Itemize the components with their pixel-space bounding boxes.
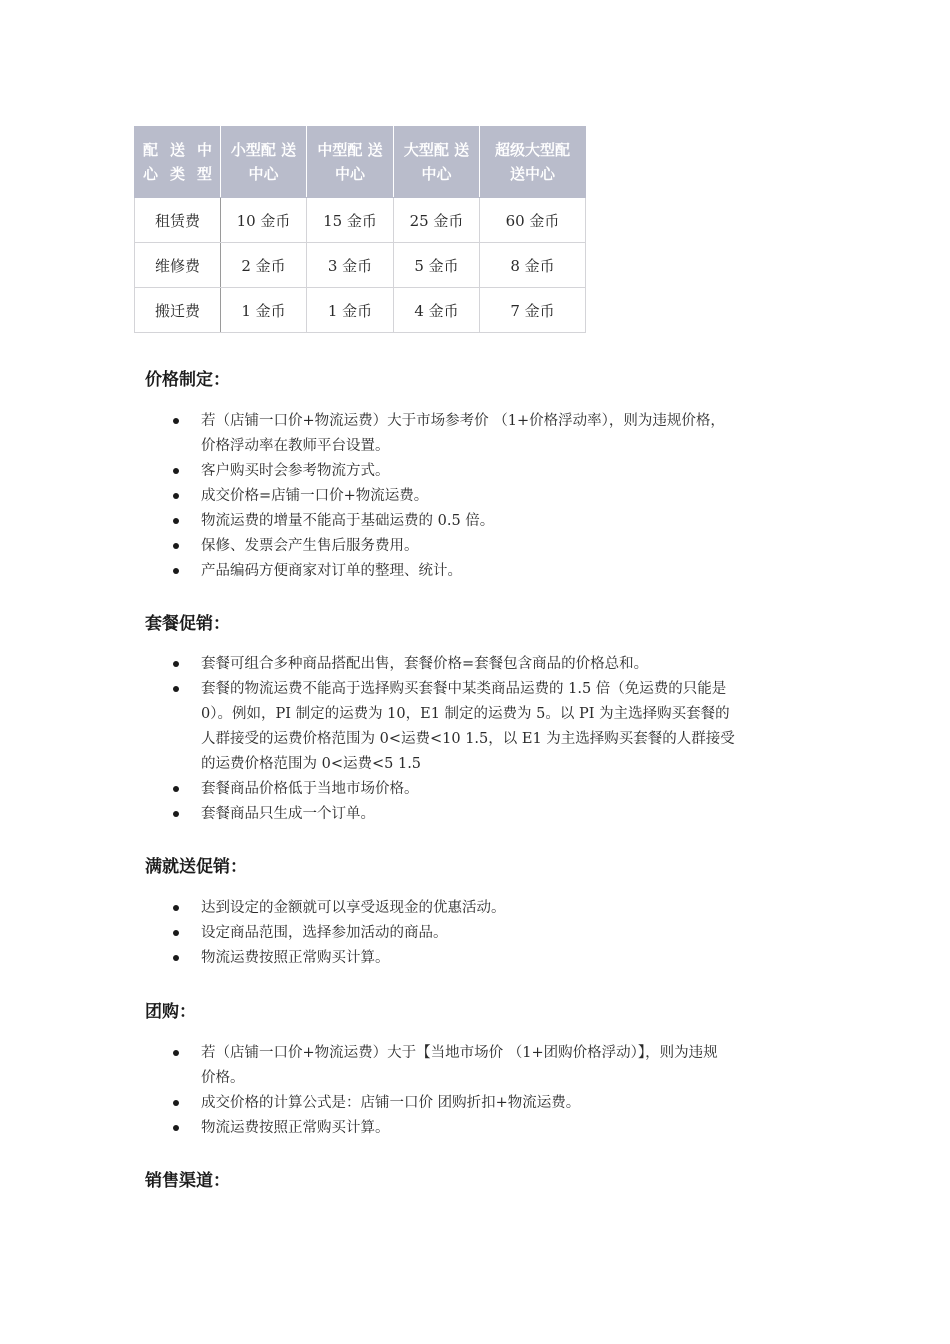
list-item: 若（店铺一口价+物流运费）大于【当地市场价 （1+团购价格浮动）】，则为违规 价格。 — [0, 1041, 811, 1091]
list-item: 设定商品范围，选择参加活动的商品。 — [0, 921, 811, 946]
table-cell: 5 金币 — [394, 243, 480, 288]
list-item: 套餐商品价格低于当地市场价格。 — [0, 777, 811, 802]
header-super-large-center: 超级大型配 送中心 — [480, 127, 586, 198]
list-item: 成交价格的计算公式是：店铺一口价 团购折扣+物流运费。 — [0, 1091, 811, 1116]
table-cell: 8 金币 — [480, 243, 586, 288]
pricing-list — [0, 409, 950, 584]
section-title-bundle-promotion: 套餐促销： — [145, 614, 230, 634]
list-item: 客户购买时会参考物流方式。 — [0, 459, 811, 484]
table-header-row — [135, 127, 586, 198]
table-cell: 60 金币 — [480, 198, 586, 243]
header-center-type: 配 送 中 心类型 — [135, 127, 221, 198]
table-cell: 3 金币 — [307, 243, 394, 288]
section-title-spend-reward-promotion: 满就送促销： — [145, 857, 247, 877]
table-cell: 10 金币 — [221, 198, 307, 243]
list-item: 套餐商品只生成一个订单。 — [0, 802, 811, 827]
list-item: 保修、发票会产生售后服务费用。 — [0, 534, 811, 559]
section-title-pricing: 价格制定： — [145, 370, 230, 390]
bundle-promotion-list — [0, 652, 950, 827]
table-cell: 2 金币 — [221, 243, 307, 288]
list-item: 物流运费的增量不能高于基础运费的 0.5 倍。 — [0, 509, 811, 534]
row-label-relocation: 搬迁费 — [135, 288, 221, 333]
list-item: 套餐的物流运费不能高于选择购买套餐中某类商品运费的 1.5 倍（免运费的只能是 0）。例如，PI 制定的运费为 10，E1 制定的运费为 5。以 PI 为主选择购买套餐的 人群接受的运费价格范围为 0<运费<10 1.5，以 E1 为主选择购买套餐的人群接受 的运费价格范围为 0<运费<5 1.5 — [0, 677, 811, 777]
table-cell: 25 金币 — [394, 198, 480, 243]
section-title-group-buy: 团购： — [145, 1002, 196, 1022]
table-cell: 4 金币 — [394, 288, 480, 333]
table-row — [135, 288, 586, 333]
list-item: 物流运费按照正常购买计算。 — [0, 1116, 811, 1141]
header-large-center: 大型配 送中心 — [394, 127, 480, 198]
distribution-center-cost-table — [134, 126, 586, 333]
table-row — [135, 198, 586, 243]
header-medium-center: 中型配 送中心 — [307, 127, 394, 198]
list-item: 套餐可组合多种商品搭配出售，套餐价格=套餐包含商品的价格总和。 — [0, 652, 811, 677]
list-item: 物流运费按照正常购买计算。 — [0, 946, 811, 971]
row-label-rent: 租赁费 — [135, 198, 221, 243]
group-buy-list — [0, 1041, 950, 1141]
list-item: 若（店铺一口价+物流运费）大于市场参考价 （1+价格浮动率），则为违规价格， 价格浮动率在教师平台设置。 — [0, 409, 811, 459]
table-cell: 7 金币 — [480, 288, 586, 333]
list-item: 成交价格=店铺一口价+物流运费。 — [0, 484, 811, 509]
section-title-sales-channels: 销售渠道： — [145, 1171, 230, 1191]
header-small-center: 小型配 送中心 — [221, 127, 307, 198]
table-row — [135, 243, 586, 288]
table-cell: 15 金币 — [307, 198, 394, 243]
table-cell: 1 金币 — [307, 288, 394, 333]
list-item: 达到设定的金额就可以享受返现金的优惠活动。 — [0, 896, 811, 921]
table-cell: 1 金币 — [221, 288, 307, 333]
list-item: 产品编码方便商家对订单的整理、统计。 — [0, 559, 811, 584]
row-label-maintenance: 维修费 — [135, 243, 221, 288]
spend-reward-list — [0, 896, 950, 971]
